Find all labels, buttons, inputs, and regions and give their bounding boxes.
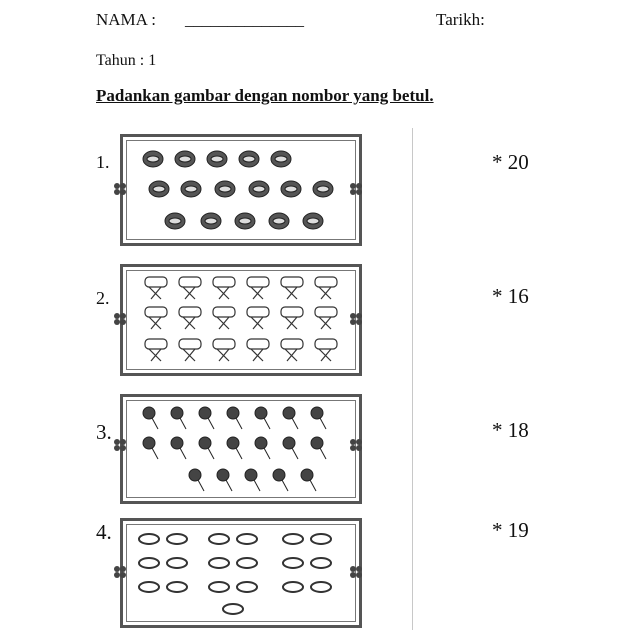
answer-option-2[interactable]: * 16 bbox=[492, 284, 529, 308]
picture-frame-3[interactable] bbox=[120, 394, 362, 504]
answer-option-3[interactable]: * 18 bbox=[492, 418, 529, 442]
tambourine-icons bbox=[139, 534, 331, 614]
question-number-4: 4. bbox=[96, 520, 112, 544]
question-number-3: 3. bbox=[96, 420, 112, 444]
flower-clip-icon bbox=[113, 438, 127, 452]
flower-clip-icon bbox=[113, 182, 127, 196]
maracas-group bbox=[123, 397, 359, 501]
flower-clip-icon bbox=[113, 565, 127, 579]
flower-clip-icon bbox=[349, 182, 363, 196]
picture-frame-2[interactable] bbox=[120, 264, 362, 376]
answer-option-4[interactable]: * 19 bbox=[492, 518, 529, 542]
drum-icons bbox=[145, 277, 337, 361]
flower-clip-icon bbox=[349, 312, 363, 326]
tambourine-group bbox=[123, 521, 359, 625]
kompang-group bbox=[123, 137, 359, 243]
name-label: NAMA : bbox=[96, 10, 156, 29]
picture-frame-1[interactable] bbox=[120, 134, 362, 246]
column-divider bbox=[412, 128, 413, 630]
flower-clip-icon bbox=[349, 438, 363, 452]
flower-clip-icon bbox=[113, 312, 127, 326]
drum-group bbox=[123, 267, 359, 373]
instruction: Padankan gambar dengan nombor yang betul. bbox=[96, 86, 434, 105]
picture-frame-4[interactable] bbox=[120, 518, 362, 628]
date-label: Tarikh: bbox=[436, 10, 485, 29]
question-number-2: 2. bbox=[96, 288, 110, 308]
flower-clip-icon bbox=[349, 565, 363, 579]
maracas-icons bbox=[143, 407, 326, 491]
name-blank[interactable]: ______________ bbox=[185, 10, 304, 29]
year-label: Tahun : 1 bbox=[96, 52, 157, 69]
question-number-1: 1. bbox=[96, 152, 110, 172]
kompang-icons bbox=[143, 151, 333, 229]
answer-option-1[interactable]: * 20 bbox=[492, 150, 529, 174]
